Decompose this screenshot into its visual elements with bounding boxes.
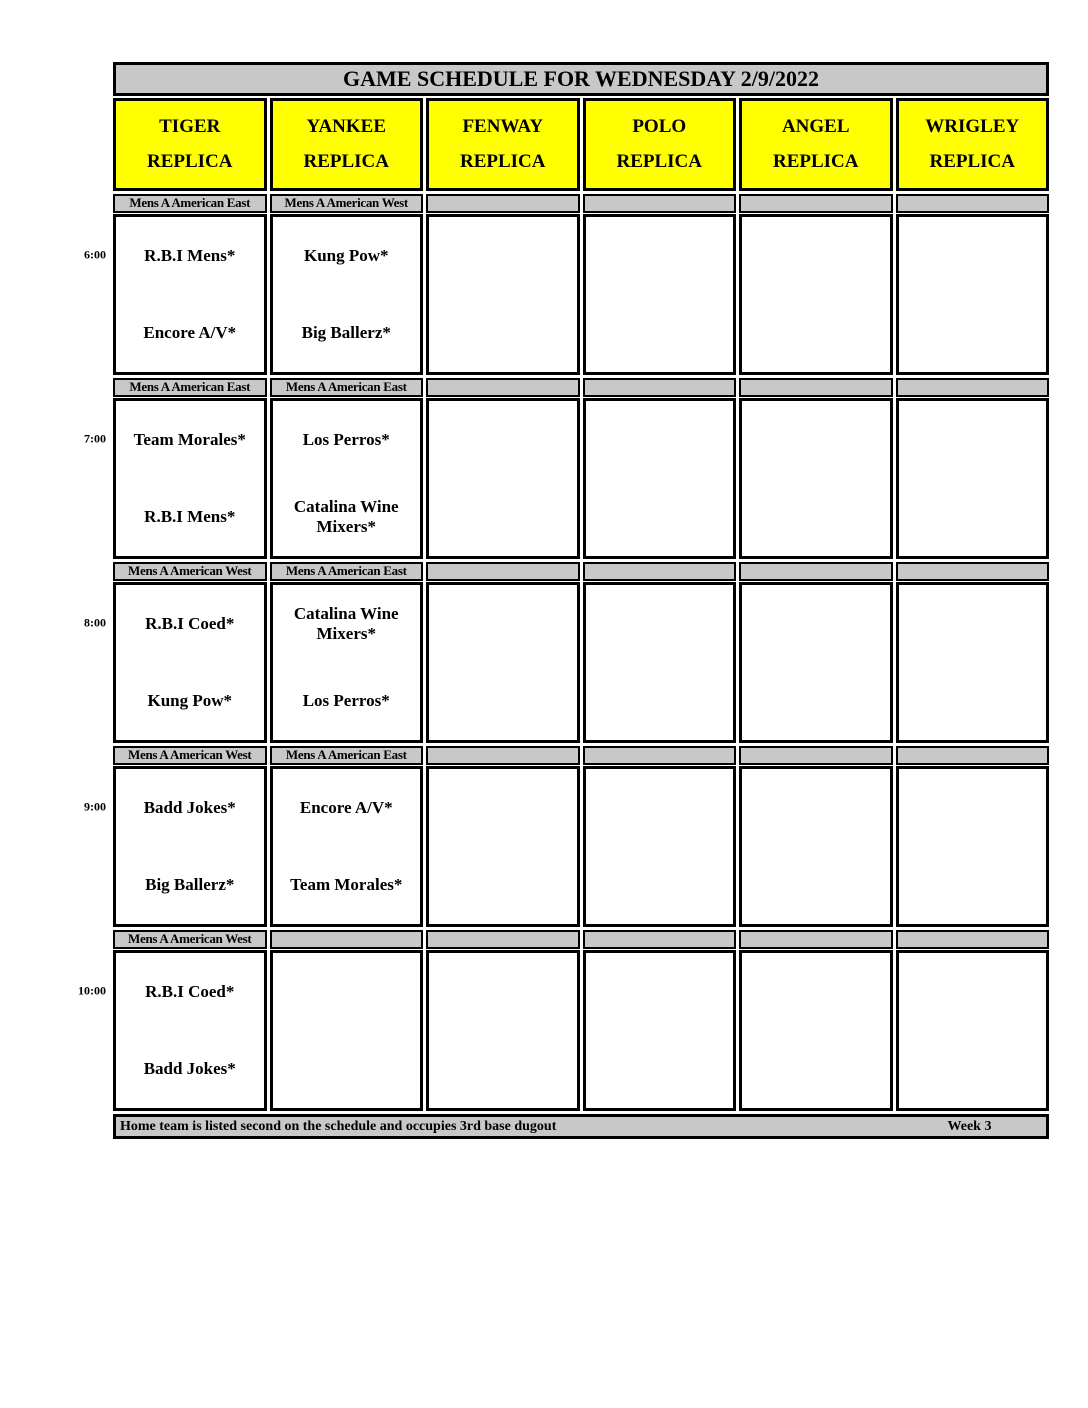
home-team: Big Ballerz*: [301, 323, 391, 343]
division-row: [113, 378, 1049, 397]
game-cell: [739, 766, 893, 927]
division-label: Mens A American West: [113, 562, 267, 581]
game-cell: [583, 214, 737, 375]
game-cell: [426, 766, 580, 927]
division-label: Mens A American West: [113, 930, 267, 949]
division-row: [113, 746, 1049, 765]
game-cell: [426, 950, 580, 1111]
game-cell: [583, 582, 737, 743]
game-cell: [739, 214, 893, 375]
division-label: [583, 562, 737, 581]
away-team: [899, 585, 1047, 663]
home-team: [742, 663, 890, 741]
home-team: [899, 847, 1047, 925]
away-team: [899, 769, 1047, 847]
home-team: [273, 1031, 421, 1109]
division-label: [896, 194, 1050, 213]
home-team: [742, 295, 890, 373]
division-label: Mens A American East: [113, 194, 267, 213]
game-cell: [583, 398, 737, 559]
away-team: Kung Pow*: [303, 245, 389, 265]
away-team: R.B.I Coed*: [145, 613, 235, 633]
game-row: [113, 950, 1049, 1111]
away-team: R.B.I Coed*: [145, 981, 235, 1001]
home-team: Big Ballerz*: [145, 875, 235, 895]
away-team: [742, 217, 890, 295]
game-cell: [270, 582, 424, 743]
field-sub: REPLICA: [616, 151, 702, 172]
home-team: Badd Jokes*: [143, 1059, 236, 1079]
time-column: [0, 0, 106, 1408]
division-label: [270, 930, 424, 949]
away-team: [429, 953, 577, 1031]
division-label: [896, 378, 1050, 397]
away-team: [742, 585, 890, 663]
game-cell: [426, 214, 580, 375]
division-label: [583, 746, 737, 765]
field-name: YANKEE: [306, 116, 387, 137]
division-label: [426, 378, 580, 397]
time-label: 7:00: [84, 431, 106, 446]
home-team: Kung Pow*: [147, 691, 233, 711]
game-row: [113, 582, 1049, 743]
game-cell: [896, 582, 1050, 743]
away-team: [899, 217, 1047, 295]
field-name: ANGEL: [781, 116, 850, 137]
away-team: Catalina Wine Mixers*: [293, 603, 399, 643]
schedule-title: GAME SCHEDULE FOR WEDNESDAY 2/9/2022: [113, 62, 1049, 96]
away-team: [742, 401, 890, 479]
field-header-tiger: [113, 98, 267, 191]
field-name: TIGER: [159, 116, 221, 137]
away-team: [742, 769, 890, 847]
field-sub: REPLICA: [459, 151, 546, 172]
home-team: [586, 295, 734, 373]
game-cell: [113, 950, 267, 1111]
away-team: [586, 217, 734, 295]
field-sub: REPLICA: [929, 151, 1015, 172]
away-team: Team Morales*: [133, 429, 246, 449]
field-header-yankee: [270, 98, 424, 191]
division-label: Mens A American East: [113, 378, 267, 397]
division-label: [739, 930, 893, 949]
home-team: Catalina Wine Mixers*: [293, 497, 399, 537]
home-team: [742, 847, 890, 925]
division-label: [739, 562, 893, 581]
division-label: [739, 746, 893, 765]
field-header-angel: [739, 98, 893, 191]
game-cell: [896, 214, 1050, 375]
field-header-row: [113, 98, 1049, 191]
home-team: R.B.I Mens*: [144, 507, 236, 527]
time-label: 8:00: [84, 615, 106, 630]
home-team: Team Morales*: [290, 875, 403, 895]
schedule-table: [113, 62, 1049, 1139]
home-team: Los Perros*: [302, 691, 390, 711]
away-team: Badd Jokes*: [143, 797, 236, 817]
game-cell: [270, 398, 424, 559]
away-team: Los Perros*: [302, 429, 390, 449]
away-team: [899, 401, 1047, 479]
home-team: [899, 479, 1047, 557]
home-team: [586, 479, 734, 557]
field-name: POLO: [632, 116, 687, 137]
home-team: [429, 663, 577, 741]
game-cell: [739, 950, 893, 1111]
footer-note: Home team is listed second on the schedule and occupies 3rd base dugout: [120, 1118, 557, 1134]
field-sub: REPLICA: [772, 151, 859, 172]
division-label: [426, 194, 580, 213]
game-cell: [896, 398, 1050, 559]
game-cell: [739, 398, 893, 559]
home-team: [429, 479, 577, 557]
game-cell: [739, 582, 893, 743]
time-label: 9:00: [84, 799, 106, 814]
home-team: Encore A/V*: [143, 323, 237, 343]
slot-rows: [113, 194, 1049, 1111]
division-label: [583, 194, 737, 213]
division-label: [739, 194, 893, 213]
game-cell: [270, 950, 424, 1111]
away-team: [429, 401, 577, 479]
division-label: [426, 930, 580, 949]
division-label: [896, 562, 1050, 581]
home-team: [899, 295, 1047, 373]
game-cell: [113, 398, 267, 559]
division-label: Mens A American East: [270, 562, 424, 581]
division-label: [739, 378, 893, 397]
away-team: [429, 217, 577, 295]
division-label: [896, 930, 1050, 949]
home-team: [742, 1031, 890, 1109]
away-team: [273, 953, 421, 1031]
away-team: [899, 953, 1047, 1031]
division-row: [113, 930, 1049, 949]
away-team: R.B.I Mens*: [144, 245, 236, 265]
field-sub: REPLICA: [146, 151, 233, 172]
game-cell: [583, 950, 737, 1111]
field-name: FENWAY: [462, 116, 544, 137]
home-team: [742, 479, 890, 557]
division-label: Mens A American East: [270, 378, 424, 397]
game-cell: [113, 766, 267, 927]
home-team: [899, 663, 1047, 741]
division-label: Mens A American West: [113, 746, 267, 765]
home-team: [899, 1031, 1047, 1109]
footer-bar: [113, 1114, 1049, 1139]
division-label: Mens A American West: [270, 194, 424, 213]
field-header-polo: [583, 98, 737, 191]
division-label: [583, 378, 737, 397]
game-row: [113, 214, 1049, 375]
away-team: [586, 769, 734, 847]
field-sub: REPLICA: [303, 151, 389, 172]
away-team: [586, 401, 734, 479]
game-cell: [113, 582, 267, 743]
division-row: [113, 194, 1049, 213]
game-cell: [113, 214, 267, 375]
division-label: Mens A American East: [270, 746, 424, 765]
game-cell: [270, 766, 424, 927]
division-label: [426, 562, 580, 581]
field-name: WRIGLEY: [925, 116, 1020, 137]
away-team: [429, 769, 577, 847]
home-team: [429, 295, 577, 373]
division-row: [113, 562, 1049, 581]
away-team: [586, 953, 734, 1031]
division-label: [896, 746, 1050, 765]
away-team: [742, 953, 890, 1031]
time-label: 10:00: [78, 983, 106, 998]
home-team: [586, 1031, 734, 1109]
time-label: 6:00: [84, 247, 106, 262]
game-cell: [896, 766, 1050, 927]
game-row: [113, 766, 1049, 927]
game-cell: [426, 398, 580, 559]
field-header-wrigley: [896, 98, 1050, 191]
division-label: [583, 930, 737, 949]
game-cell: [896, 950, 1050, 1111]
footer-week-badge: Week 3: [947, 1118, 992, 1134]
game-row: [113, 398, 1049, 559]
home-team: [429, 847, 577, 925]
away-team: Encore A/V*: [299, 797, 393, 817]
away-team: [429, 585, 577, 663]
game-cell: [270, 214, 424, 375]
home-team: [429, 1031, 577, 1109]
home-team: [586, 663, 734, 741]
away-team: [586, 585, 734, 663]
game-cell: [583, 766, 737, 927]
home-team: [586, 847, 734, 925]
division-label: [426, 746, 580, 765]
field-header-fenway: [426, 98, 580, 191]
game-cell: [426, 582, 580, 743]
